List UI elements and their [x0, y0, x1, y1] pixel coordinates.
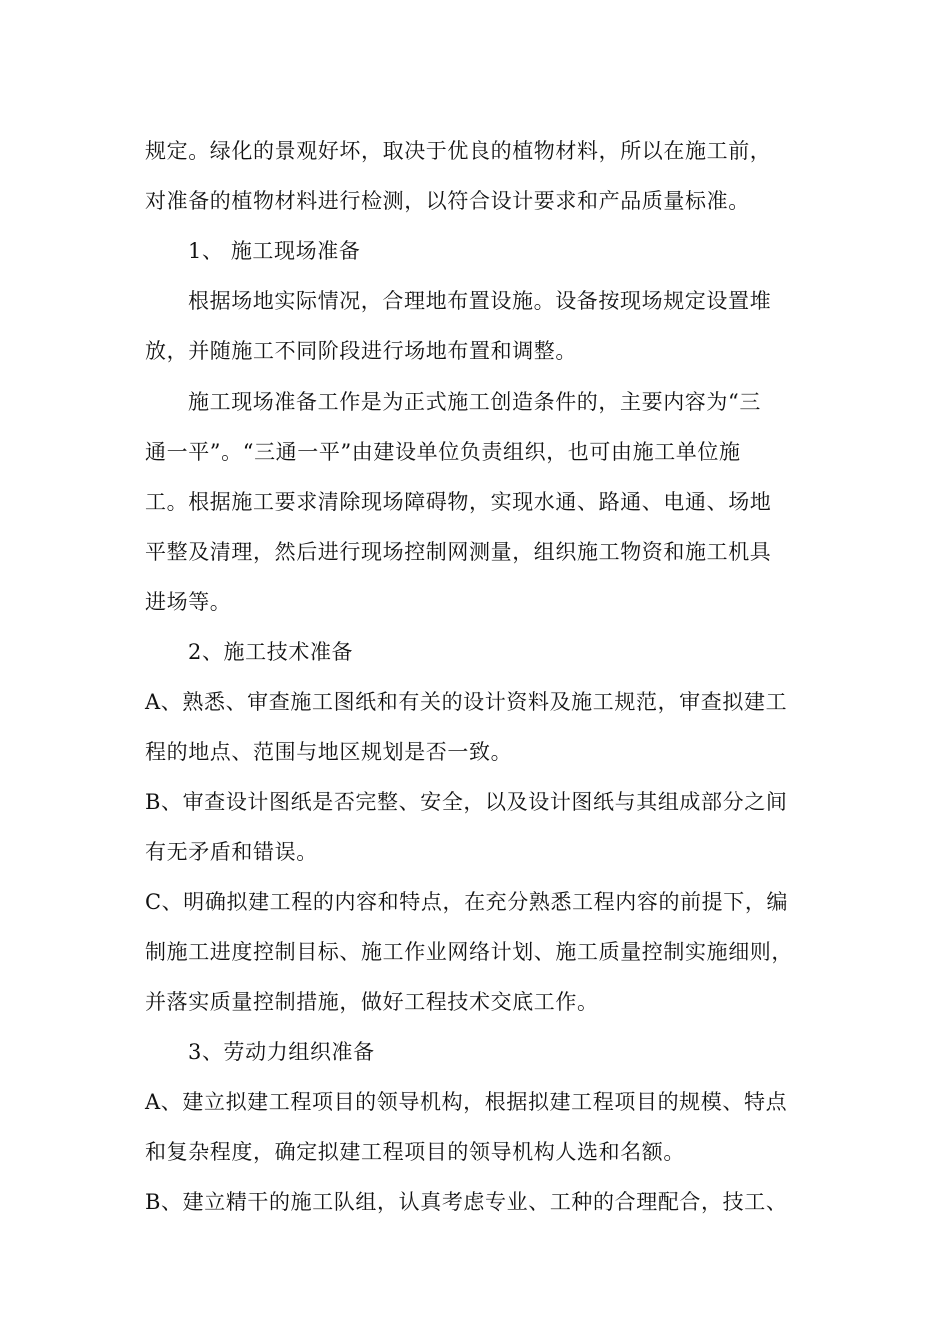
paragraph-line: B、建立精干的施工队组，认真考虑专业、工种的合理配合，技工、	[145, 1190, 788, 1214]
paragraph-line: 平整及清理，然后进行现场控制网测量，组织施工物资和施工机具	[145, 540, 772, 564]
section-heading: 1、 施工现场准备	[188, 239, 361, 263]
paragraph-line: 对准备的植物材料进行检测，以符合设计要求和产品质量标准。	[145, 189, 750, 213]
paragraph-line: 并落实质量控制措施，做好工程技术交底工作。	[145, 990, 599, 1014]
paragraph-line: C、明确拟建工程的内容和特点，在充分熟悉工程内容的前提下，编	[145, 890, 789, 914]
paragraph-line: A、熟悉、审查施工图纸和有关的设计资料及施工规范，审查拟建工	[145, 690, 788, 714]
paragraph-line: 程的地点、范围与地区规划是否一致。	[145, 740, 513, 764]
paragraph-line: 放，并随施工不同阶段进行场地布置和调整。	[145, 339, 577, 363]
paragraph-line: 规定。绿化的景观好坏，取决于优良的植物材料，所以在施工前，	[145, 139, 772, 163]
section-heading: 2、施工技术准备	[188, 640, 354, 664]
paragraph-line: 根据场地实际情况，合理地布置设施。设备按现场规定设置堆	[188, 289, 772, 313]
paragraph-line: 施工现场准备工作是为正式施工创造条件的，主要内容为“三	[188, 390, 761, 414]
paragraph-line: A、建立拟建工程项目的领导机构，根据拟建工程项目的规模、特点	[145, 1090, 788, 1114]
paragraph-line: 有无矛盾和错误。	[145, 840, 318, 864]
paragraph-line: 进场等。	[145, 590, 232, 614]
paragraph-line: 工。根据施工要求清除现场障碍物，实现水通、路通、电通、场地	[145, 490, 772, 514]
paragraph-line: 和复杂程度，确定拟建工程项目的领导机构人选和名额。	[145, 1140, 685, 1164]
section-heading: 3、劳动力组织准备	[188, 1040, 375, 1064]
paragraph-line: B、审查设计图纸是否完整、安全，以及设计图纸与其组成部分之间	[145, 790, 788, 814]
paragraph-line: 通一平”。“三通一平”由建设单位负责组织，也可由施工单位施	[145, 440, 741, 464]
paragraph-line: 制施工进度控制目标、施工作业网络计划、施工质量控制实施细则，	[145, 940, 793, 964]
